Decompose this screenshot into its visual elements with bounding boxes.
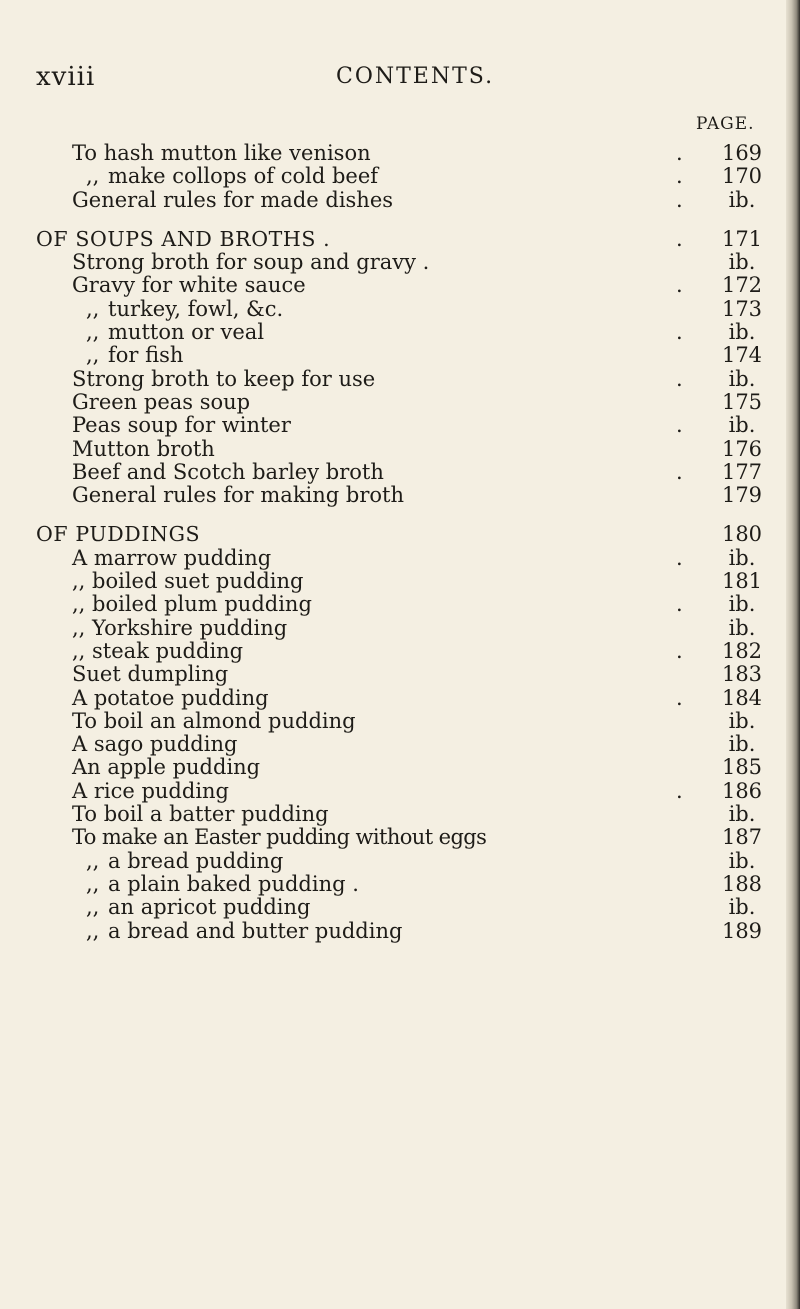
contents-entry (0, 274, 790, 297)
entry-title: To boil an almond pudding (72, 708, 356, 733)
page-number: ib. (728, 615, 756, 640)
entry-title: mutton or veal (108, 320, 265, 345)
entry-title: A potatoe pudding (72, 685, 269, 710)
page-number: 185 (721, 755, 763, 780)
entry-title: an apricot pudding (108, 895, 311, 920)
contents-entry (0, 850, 790, 873)
page-number: 172 (721, 273, 763, 298)
ditto-mark: ,, (86, 164, 100, 189)
ditto-mark: ,, (86, 848, 100, 873)
section-heading (0, 228, 790, 251)
section-gap (0, 212, 790, 228)
entry-title: turkey, fowl, &c. (108, 296, 284, 321)
page-number: 174 (721, 343, 763, 368)
page-number: 171 (721, 226, 763, 251)
contents-entry (0, 710, 790, 733)
page-number: ib. (728, 320, 756, 345)
contents-entry (0, 570, 790, 593)
leader-dot: . (676, 366, 683, 391)
table-of-contents (0, 142, 790, 943)
leader-dot: . (676, 638, 683, 663)
page-number: 175 (721, 389, 763, 414)
page-number: ib. (728, 895, 756, 920)
entry-title: ,, Yorkshire pudding (72, 615, 288, 640)
page-number: ib. (728, 187, 756, 212)
leader-dot: . (676, 187, 683, 212)
section-heading (0, 523, 790, 546)
contents-section (0, 507, 790, 942)
page-number: ib. (728, 848, 756, 873)
ditto-mark: ,, (86, 296, 100, 321)
page-number: 177 (721, 459, 763, 484)
page-number: ib. (728, 732, 756, 757)
contents-section (0, 212, 790, 508)
page-number: 184 (721, 685, 763, 710)
running-head (0, 62, 780, 92)
page-number: ib. (728, 708, 756, 733)
entry-title: ,, boiled suet pudding (72, 569, 304, 594)
page-number: 169 (721, 141, 763, 165)
page-number: 170 (721, 164, 763, 189)
page-number: 187 (721, 825, 763, 850)
page-number: ib. (728, 545, 756, 570)
contents-entry (0, 640, 790, 663)
contents-entry (0, 391, 790, 414)
leader-dot: . (676, 592, 683, 617)
contents-entry (0, 733, 790, 756)
page-number: 188 (721, 871, 763, 896)
contents-entry (0, 142, 790, 165)
leader-dot: . (676, 141, 683, 165)
contents-entry (0, 826, 790, 849)
leader-dot: . (676, 778, 683, 803)
contents-entry (0, 547, 790, 570)
contents-entry (0, 780, 790, 803)
entry-title: To hash mutton like venison (72, 141, 371, 165)
entry-title: General rules for making broth (72, 483, 405, 508)
entry-title: To boil a batter pudding (72, 802, 329, 827)
entry-title: General rules for made dishes (72, 187, 394, 212)
contents-entry (0, 251, 790, 274)
page-number: 186 (721, 778, 763, 803)
contents-entry (0, 189, 790, 212)
section-heading-text: OF PUDDINGS (36, 522, 201, 547)
entry-title: a bread and butter pudding (108, 918, 403, 943)
entry-title: for fish (108, 343, 184, 368)
leader-dot: . (676, 226, 683, 251)
ditto-mark: ,, (86, 871, 100, 896)
leader-dot: . (676, 413, 683, 438)
page-number: ib. (728, 366, 756, 391)
contents-entry (0, 461, 790, 484)
ditto-mark: ,, (86, 895, 100, 920)
contents-entry (0, 414, 790, 437)
contents-entry (0, 873, 790, 896)
page-number: ib. (728, 802, 756, 827)
entry-title: Peas soup for winter (72, 413, 291, 438)
contents-entry (0, 663, 790, 686)
contents-entry (0, 920, 790, 943)
entry-title: Green peas soup (72, 389, 251, 414)
entry-title: To make an Easter pudding without eggs (72, 825, 487, 850)
leader-dot: . (676, 685, 683, 710)
section-gap (0, 507, 790, 523)
entry-title: A sago pudding (72, 732, 238, 757)
entry-title: A marrow pudding (72, 545, 272, 570)
ditto-mark: ,, (86, 918, 100, 943)
entry-title: a plain baked pudding . (108, 871, 359, 896)
contents-entry (0, 687, 790, 710)
leader-dot: . (676, 320, 683, 345)
ditto-mark: ,, (86, 343, 100, 368)
leader-dot: . (676, 545, 683, 570)
page-number: ib. (728, 413, 756, 438)
ditto-mark: ,, (86, 320, 100, 345)
contents-entry (0, 896, 790, 919)
page-number: 180 (721, 522, 763, 547)
contents-entry (0, 321, 790, 344)
page-number: 182 (721, 638, 763, 663)
page-number: 179 (721, 483, 763, 508)
contents-entry (0, 803, 790, 826)
page-folio: xviii (36, 62, 96, 92)
page-number: 189 (721, 918, 763, 943)
entry-title: Mutton broth (72, 436, 215, 461)
contents-entry (0, 165, 790, 188)
leader-dot: . (676, 164, 683, 189)
entry-title: ,, boiled plum pudding (72, 592, 312, 617)
entry-title: Strong broth to keep for use (72, 366, 376, 391)
contents-entry (0, 484, 790, 507)
section-heading-text: OF SOUPS AND BROTHS . (36, 226, 331, 251)
contents-entry (0, 298, 790, 321)
page-number: 183 (721, 662, 763, 687)
contents-entry (0, 368, 790, 391)
entry-title: A rice pudding (72, 778, 229, 803)
running-head-title: CONTENTS. (336, 64, 495, 89)
entry-title: An apple pudding (72, 755, 261, 780)
entry-title: make collops of cold beef (108, 164, 379, 189)
contents-section (0, 142, 790, 212)
contents-entry (0, 617, 790, 640)
entry-title: a bread pudding (108, 848, 284, 873)
page-number: 181 (721, 569, 763, 594)
entry-title: Gravy for white sauce (72, 273, 306, 298)
page-number: 176 (721, 436, 763, 461)
page-number: 173 (721, 296, 763, 321)
entry-title: Strong broth for soup and gravy . (72, 250, 430, 275)
page-column-heading: PAGE. (696, 114, 755, 134)
page-number: ib. (728, 592, 756, 617)
contents-entry (0, 438, 790, 461)
page-number: ib. (728, 250, 756, 275)
entry-title: Beef and Scotch barley broth (72, 459, 384, 484)
contents-entry (0, 344, 790, 367)
entry-title: Suet dumpling (72, 662, 229, 687)
contents-entry (0, 756, 790, 779)
leader-dot: . (676, 273, 683, 298)
entry-title: ,, steak pudding (72, 638, 244, 663)
leader-dot: . (676, 459, 683, 484)
contents-entry (0, 593, 790, 616)
